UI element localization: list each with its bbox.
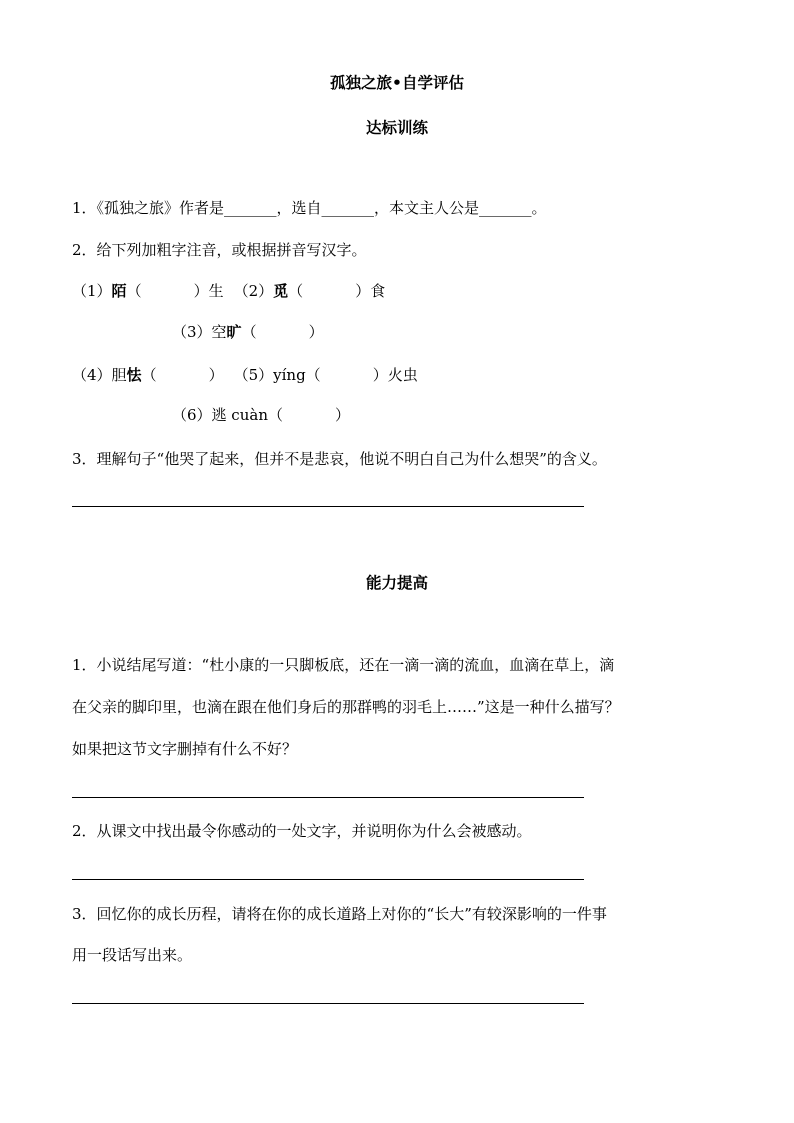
section-title-ability-improvement: 能力提高 [365, 574, 428, 592]
section-title-standard-training: 达标训练 [365, 119, 428, 137]
question-2-1-line-1: 1．小说结尾写道：“杜小康的一只脚板底，还在一滴一滴的流血，血滴在草上，滴 [72, 656, 615, 674]
answer-line-1 [72, 506, 584, 507]
answer-line-2 [72, 797, 584, 798]
pinyin-row-3 [72, 364, 418, 386]
item-2-suffix: 食 [370, 282, 386, 300]
item-1-bold-char: 陌 [111, 282, 127, 300]
item-3-bold-char: 旷 [226, 323, 242, 341]
question-1-1: 1．《孤独之旅》作者是_______，选自_______，本文主人公是_______。 [72, 199, 547, 217]
question-2-3-line-1: 3．回忆你的成长历程，请将在你的成长道路上对你的“长大”有较深影响的一件事 [72, 905, 607, 923]
item-1-suffix: 生 [208, 282, 224, 300]
pinyin-row-2 [172, 321, 324, 343]
question-2-1-line-2: 在父亲的脚印里，也滴在跟在他们身后的那群鸭的羽毛上……”这是一种什么描写？ [72, 698, 620, 716]
item-2-prefix: （2） [233, 282, 274, 300]
question-2-1-line-3: 如果把这节文字删掉有什么不好？ [72, 740, 298, 758]
item-5-prefix: （5）yíng [233, 366, 306, 384]
item-3-prefix: （3）空 [172, 323, 227, 341]
item-4-bold-char: 怯 [126, 366, 142, 384]
item-4-open: （ [141, 366, 157, 384]
question-2-2: 2．从课文中找出最令你感动的一处文字，并说明你为什么会被感动。 [72, 822, 532, 840]
item-2-bold-char: 觅 [273, 282, 289, 300]
item-3-open: （ [241, 323, 257, 341]
answer-line-3 [72, 879, 584, 880]
item-1-close: ） [193, 282, 209, 300]
item-3-close: ） [308, 323, 324, 341]
question-1-3: 3．理解句子“他哭了起来，但并不是悲哀，他说不明白自己为什么想哭”的含义。 [72, 450, 607, 468]
item-2-open: （ [288, 282, 304, 300]
item-6-open: （ [267, 406, 283, 424]
item-4-close: ） [208, 366, 224, 384]
item-5-suffix: 火虫 [387, 366, 418, 384]
pinyin-row-1 [72, 280, 385, 302]
item-5-open: （ [305, 366, 321, 384]
item-4-prefix: （4）胆 [72, 366, 127, 384]
item-5-close: ） [372, 366, 388, 384]
pinyin-row-4 [172, 404, 350, 426]
question-1-2: 2．给下列加粗字注音，或根据拼音写汉字。 [72, 241, 367, 259]
item-6-close: ） [335, 406, 351, 424]
item-1-prefix: （1） [72, 282, 112, 300]
document-title: 孤独之旅•自学评估 [330, 74, 464, 92]
question-2-3-line-2: 用一段话写出来。 [72, 946, 193, 964]
item-2-close: ） [355, 282, 371, 300]
item-6-prefix: （6）逃 cuàn [172, 406, 268, 424]
item-1-open: （ [126, 282, 142, 300]
answer-line-4 [72, 1003, 584, 1004]
